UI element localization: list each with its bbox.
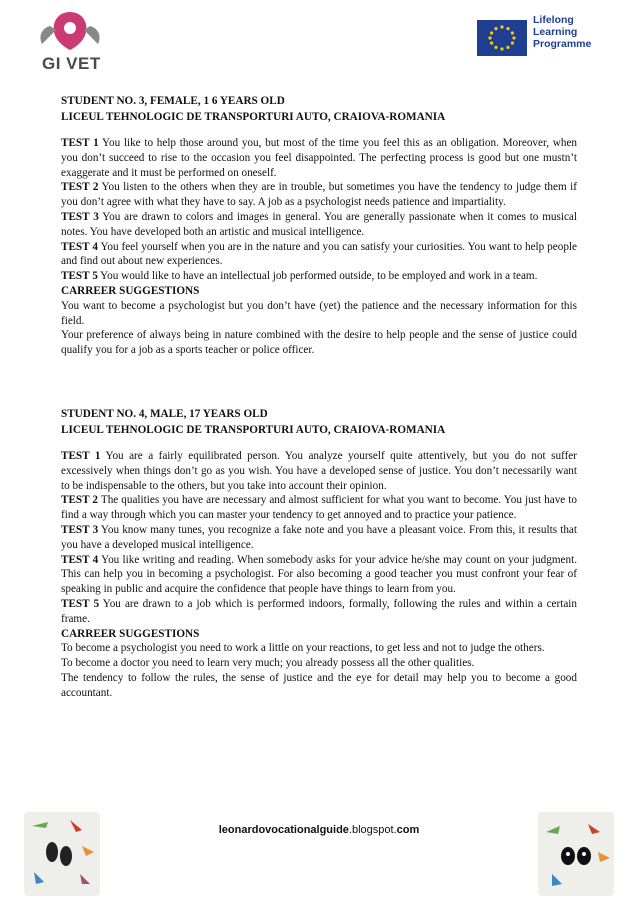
- eu-flag-icon: [477, 20, 527, 56]
- student-3-suggestions-title: CARREER SUGGESTIONS: [61, 284, 200, 297]
- student-3-test-2: TEST 2 You listen to the others when they are in trouble, but sometimes you have the tendency to judge them if you don’t agree with what they have to say. A job as a psychologist needs patience and impartiality.: [61, 181, 577, 209]
- student-3-test-5: TEST 5 You would like to have an intellectual job performed outside, to be employed and work in a team.: [61, 270, 538, 283]
- student-4-suggestions-title: CARREER SUGGESTIONS: [61, 627, 200, 640]
- student-4-suggestion-1: To become a psychologist you need to work a little on your reactions, to get less and not to judge the others.: [61, 642, 545, 655]
- student-3-test-3: TEST 3 You are drawn to colors and images in general. You are generally passionate when it comes to musical notes. You have developed both an artistic and musical intelligence.: [61, 210, 577, 238]
- gi-vet-logo: [30, 8, 110, 82]
- student-3-test-1: TEST 1 You like to help those around you, but most of the time you feel this as an obligation. Moreover, when you don’t succeed to rise to the occasion you feel disappointed. The perfecting process is good but one mustn’t exaggerate and it must be performed on oneself.: [61, 137, 577, 179]
- student-4-test-5: TEST 5 You are drawn to a job which is performed indoors, formally, following the rules and within a certain frame.: [61, 597, 578, 625]
- student-4-test-3: TEST 3 You know many tunes, you recognize a fake note and you have a pleasant voice. From this, it results that you have a developed musical intelligence.: [61, 523, 578, 551]
- lifelong-learning-logo: [477, 14, 617, 64]
- gi-vet-logo-text: GI VET: [42, 54, 101, 73]
- student-4-test-2: TEST 2 The qualities you have are necessary and almost sufficient for what you want to become. You just have to find a way through which you can master your tendency to get annoyed and to practice your patience.: [61, 494, 577, 522]
- page-footer: [0, 808, 638, 903]
- student-3-suggestion-2: Your preference of always being in nature combined with the desire to help people and the sense of justice could qualify you for a job as a sports teacher or police officer.: [61, 329, 577, 357]
- student-4-school: LICEUL TEHNOLOGIC DE TRANSPORTURI AUTO, CRAIOVA-ROMANIA: [61, 423, 446, 436]
- student-4-title: STUDENT NO. 4, MALE, 17 YEARS OLD: [61, 407, 268, 420]
- llp-line-2: Learning: [533, 26, 578, 38]
- student-4-suggestion-2: To become a doctor you need to learn very much; you already possess all the other qualities.: [61, 657, 475, 670]
- student-4-suggestion-3: The tendency to follow the rules, the sense of justice and the eye for detail may help you to become a good accountant.: [61, 671, 577, 699]
- student-3-title: STUDENT NO. 3, FEMALE, 1 6 YEARS OLD: [61, 95, 285, 107]
- student-4-test-4: TEST 4 You like writing and reading. When somebody asks for your advice he/she may count on your judgment. This can help you in becoming a psychologist. For also becoming a good teacher you must confront your fear of speaking in public and acquire the confidence that people have things to learn from you.: [61, 553, 577, 596]
- footer-blog-link[interactable]: leonardovocationalguide.blogspot.com: [218, 824, 420, 836]
- footer-decorative-image-right: [538, 812, 614, 896]
- document-body: [61, 93, 577, 701]
- student-4-test-1: TEST 1 You are a fairly equilibrated person. You analyze yourself quite attentively, but you do not suffer excessively when things don’t go as you wish. You have a developed sense of justice. You don’t necessarily want to be indispensable to the others, but you take into account their opinion.: [61, 449, 577, 492]
- student-3-test-4: TEST 4 You feel yourself when you are in the nature and you can satisfy your curiosities. You want to help people and find out about new experiences.: [61, 240, 577, 268]
- arrows-shoes-icon: [538, 812, 614, 896]
- llp-line-1: Lifelong: [533, 14, 574, 26]
- page-header: [0, 0, 638, 90]
- gi-vet-emblem-icon: [30, 8, 110, 54]
- llp-line-3: Programme: [533, 38, 592, 50]
- lifelong-learning-text: [533, 14, 591, 50]
- student-3-school: LICEUL TEHNOLOGIC DE TRANSPORTURI AUTO, CRAIOVA-ROMANIA: [61, 111, 446, 123]
- student-3-suggestion-1: You want to become a psychologist but you don’t have (yet) the patience and the necessary information for this field.: [61, 299, 577, 327]
